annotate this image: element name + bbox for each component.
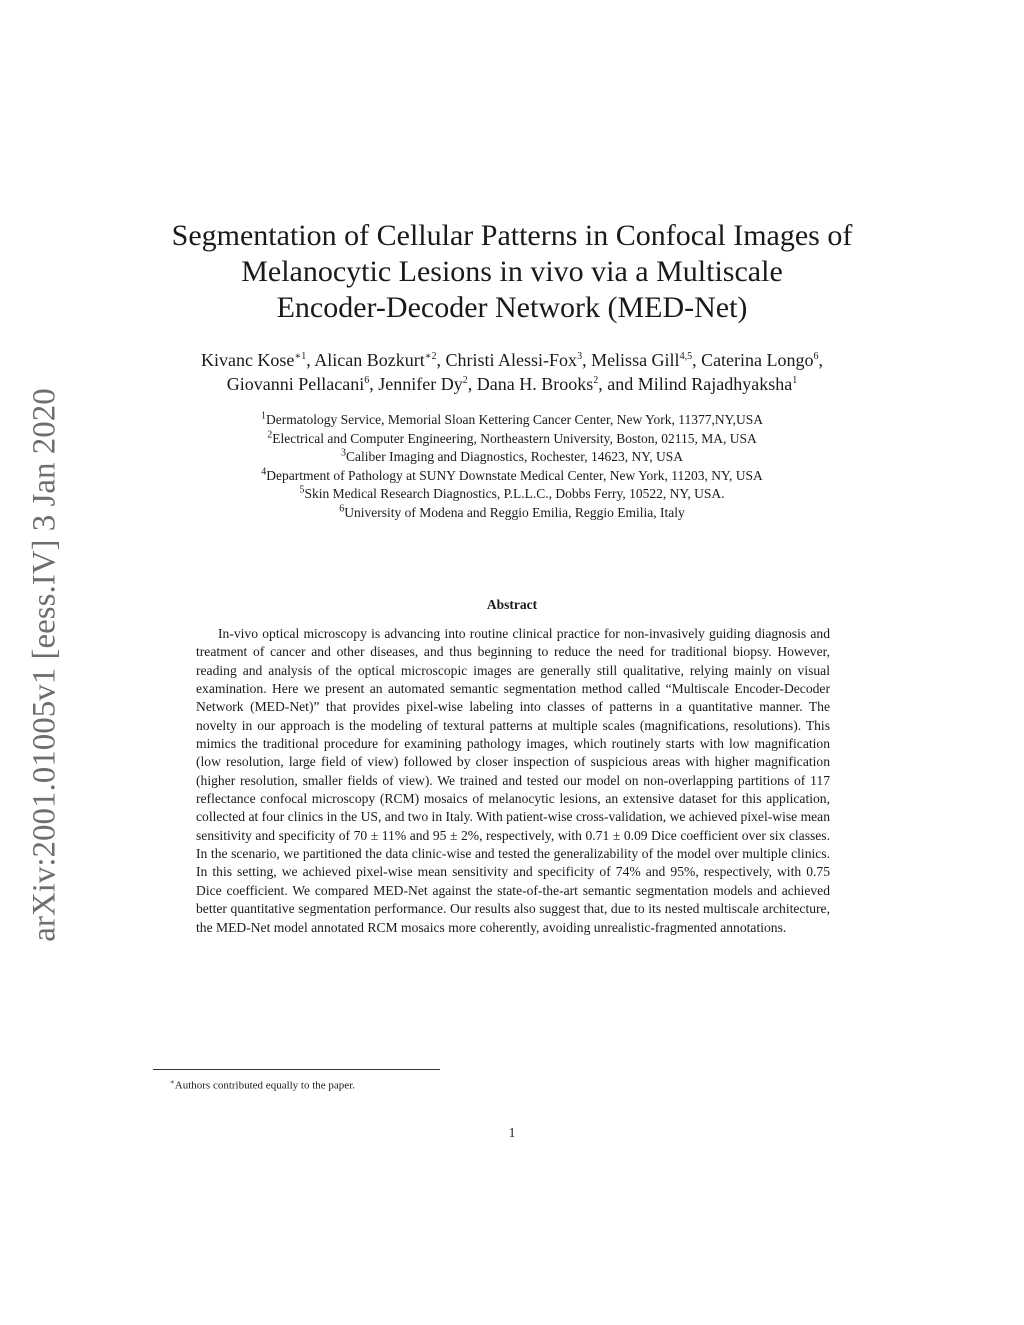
- author: Alican Bozkurt$^{∗2}$: [314, 350, 437, 370]
- title-line: Encoder-Decoder Network (MED-Net): [276, 291, 748, 324]
- author: Milind Rajadhyaksha$^1$: [637, 374, 798, 394]
- author: Melissa Gill$^{4,5}$: [591, 350, 693, 370]
- footnote-text: Authors contributed equally to the paper.: [174, 1079, 355, 1092]
- footnote-mark: ∗: [170, 1078, 175, 1086]
- abstract-heading: Abstract: [486, 597, 538, 612]
- affiliation: $^4$Department of Pathology at SUNY Downstate Medical Center, New York, 11203, NY, USA: [261, 466, 763, 483]
- affiliation: $^5$Skin Medical Research Diagnostics, P.L.L.C., Dobbs Ferry, 10522, NY, USA.: [299, 484, 725, 502]
- author: Jennifer Dy$^2$: [378, 374, 468, 394]
- footnote-divider: [153, 1069, 440, 1070]
- page-number: 1: [508, 1125, 516, 1140]
- affiliation: $^6$University of Modena and Reggio Emilia, Reggio Emilia, Italy: [339, 503, 685, 520]
- affiliation: $^3$Caliber Imaging and Diagnostics, Rochester, 14623, NY, USA: [340, 447, 684, 465]
- author: Kivanc Kose$^{∗1}$: [200, 350, 307, 370]
- affiliation-list: [150, 411, 874, 523]
- author: Giovanni Pellacani$^6$: [226, 374, 370, 394]
- title-line: Segmentation of Cellular Patterns in Confocal Images of: [171, 219, 853, 252]
- affiliation: $^1$Dermatology Service, Memorial Sloan Kettering Cancer Center, New York, 11377,NY,USA: [261, 410, 763, 427]
- author: Christi Alessi-Fox$^3$: [445, 350, 583, 370]
- abstract-text: In-vivo optical microscopy is advancing into routine clinical practice for non-invasively guiding diagnosis and treatment of cancer and other diseases, and thus beginning to reduce the need for traditional biopsy. However, reading and analysis of the optical microscopic images are generally still qualitative, relying mainly on visual examination. Here we present an automated semantic segmentation method called “Multiscale Encoder-Decoder Network (MED-Net)” that provides pixel-wise labeling into classes of patterns in a quantitative manner. The novelty in our approach is the modeling of textural patterns at multiple scales (magnifications, resolutions). This mimics the traditional procedure for examining pathology images, which routinely starts with low magnification (low resolution, large field of view) followed by closer inspection of suspicious areas with higher magnification (higher resolution, smaller fields of view). We trained and tested our model on non-overlapping partitions of 117 reflectance confocal microscopy (RCM) mosaics of melanocytic lesions, an extensive dataset for this application, collected at four clinics in the US, and two in Italy. With patient-wise cross-validation, we achieved pixel-wise mean sensitivity and specificity of 70 ± 11% and 95 ± 2%, respectively, with 0.71 ± 0.09 Dice coefficient over six classes. In the scenario, we partitioned the data clinic-wise and tested the generalizability of the model over multiple clinics. In this setting, we achieved pixel-wise mean sensitivity and specificity of 74% and 95%, respectively, with 0.75 Dice coefficient. We compared MED-Net against the state-of-the-art semantic segmentation models and achieved better quantitative segmentation performance. Our results also suggest that, due to its nested multiscale architecture, the MED-Net model annotated RCM mosaics more coherently, avoiding unrealistic-fragmented annotations.: [196, 626, 831, 935]
- arxiv-sidebar-stamp: [10, 365, 80, 965]
- author-list: Kivanc Kose$^{∗1}$, Alican Bozkurt$^{∗2}$, Christi Alessi-Fox$^3$, Melissa Gill$^{4,5}$, Caterina Longo$^6$, Giovanni Pellacani$^6$, Jennifer Dy$^2$, Dana H. Brooks$^2$, and Milind Rajadhyaksha$^1$: [200, 350, 824, 394]
- author: Caterina Longo$^6$: [701, 350, 819, 370]
- paper-title: [150, 218, 874, 326]
- arxiv-identifier: arXiv:2001.01005v1 [eess.IV] 3 Jan 2020: [26, 388, 63, 942]
- footnote: [170, 1075, 355, 1093]
- author: Dana H. Brooks$^2$: [476, 374, 599, 394]
- affiliation: $^2$Electrical and Computer Engineering, Northeastern University, Boston, 02115, MA, USA: [267, 429, 757, 446]
- title-line: Melanocytic Lesions in vivo via a Multiscale: [241, 255, 783, 288]
